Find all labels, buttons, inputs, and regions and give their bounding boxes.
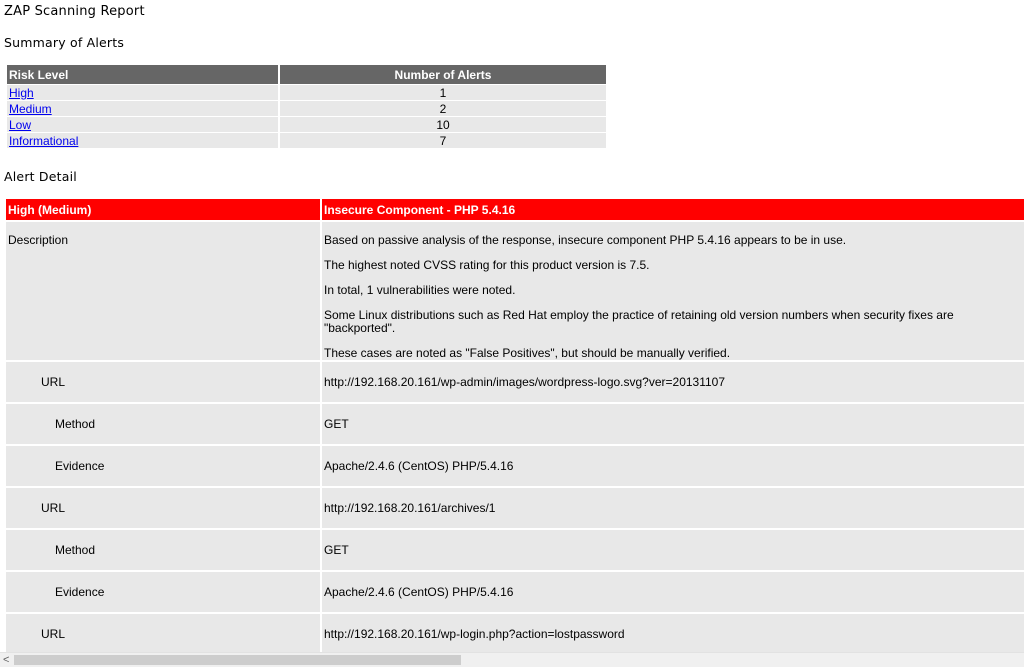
instance-evidence-row — [6, 572, 1024, 612]
summary-row-informational — [7, 133, 606, 148]
description-line: Based on passive analysis of the response, insecure component PHP 5.4.16 appears to be in use. — [324, 233, 847, 247]
alert-name: Insecure Component - PHP 5.4.16 — [322, 199, 1024, 220]
risk-link-high[interactable]: High — [9, 85, 34, 100]
instance-evidence: Apache/2.4.6 (CentOS) PHP/5.4.16 — [322, 446, 1024, 486]
alert-count-medium: 2 — [280, 101, 606, 116]
instance-evidence: Apache/2.4.6 (CentOS) PHP/5.4.16 — [322, 572, 1024, 612]
instance-method: GET — [322, 530, 1024, 570]
description-line: Some Linux distributions such as Red Hat employ the practice of retaining old version numbers when security fixes are "backported". — [324, 308, 954, 335]
alert-detail-table — [4, 197, 1024, 652]
description-text — [322, 222, 1024, 360]
evidence-label: Evidence — [6, 446, 320, 486]
summary-row-high — [7, 85, 606, 100]
description-row — [6, 222, 1024, 360]
instance-evidence-row — [6, 446, 1024, 486]
scrollbar-thumb[interactable] — [14, 655, 461, 665]
number-of-alerts-header: Number of Alerts — [280, 65, 606, 84]
summary-row-medium — [7, 101, 606, 116]
risk-level-header: Risk Level — [7, 65, 278, 84]
description-line: In total, 1 vulnerabilities were noted. — [324, 283, 516, 297]
alert-count-informational: 7 — [280, 133, 606, 148]
url-label: URL — [6, 362, 320, 402]
instance-url-row — [6, 488, 1024, 528]
alert-count-high: 1 — [280, 85, 606, 100]
risk-link-medium[interactable]: Medium — [9, 101, 52, 116]
risk-link-low[interactable]: Low — [9, 117, 32, 132]
instance-url-row — [6, 362, 1024, 402]
description-label: Description — [6, 222, 320, 360]
description-line: These cases are noted as "False Positives", but should be manually verified. — [324, 346, 731, 360]
summary-table — [5, 64, 608, 149]
alert-count-low: 10 — [280, 117, 606, 132]
instance-method: GET — [322, 404, 1024, 444]
horizontal-scrollbar[interactable] — [0, 652, 1024, 667]
url-label: URL — [6, 488, 320, 528]
summary-header-row — [7, 65, 606, 84]
url-label: URL — [6, 614, 320, 652]
instance-method-row — [6, 404, 1024, 444]
instance-url: http://192.168.20.161/wp-admin/images/wordpress-logo.svg?ver=20131107 — [322, 362, 1024, 402]
alert-header-row — [6, 199, 1024, 220]
scroll-left-arrow-icon[interactable]: < — [3, 654, 10, 666]
instance-url-row — [6, 614, 1024, 652]
evidence-label: Evidence — [6, 572, 320, 612]
summary-row-low — [7, 117, 606, 132]
report-title: ZAP Scanning Report — [4, 4, 145, 19]
instance-method-row — [6, 530, 1024, 570]
risk-link-informational[interactable]: Informational — [9, 133, 79, 148]
method-label: Method — [6, 530, 320, 570]
method-label: Method — [6, 404, 320, 444]
instance-url: http://192.168.20.161/archives/1 — [322, 488, 1024, 528]
description-line: The highest noted CVSS rating for this product version is 7.5. — [324, 258, 650, 272]
summary-title: Summary of Alerts — [4, 35, 125, 50]
alert-detail-title: Alert Detail — [4, 169, 77, 184]
alert-risk: High (Medium) — [6, 199, 320, 220]
instance-url: http://192.168.20.161/wp-login.php?action=lostpassword — [322, 614, 1024, 652]
